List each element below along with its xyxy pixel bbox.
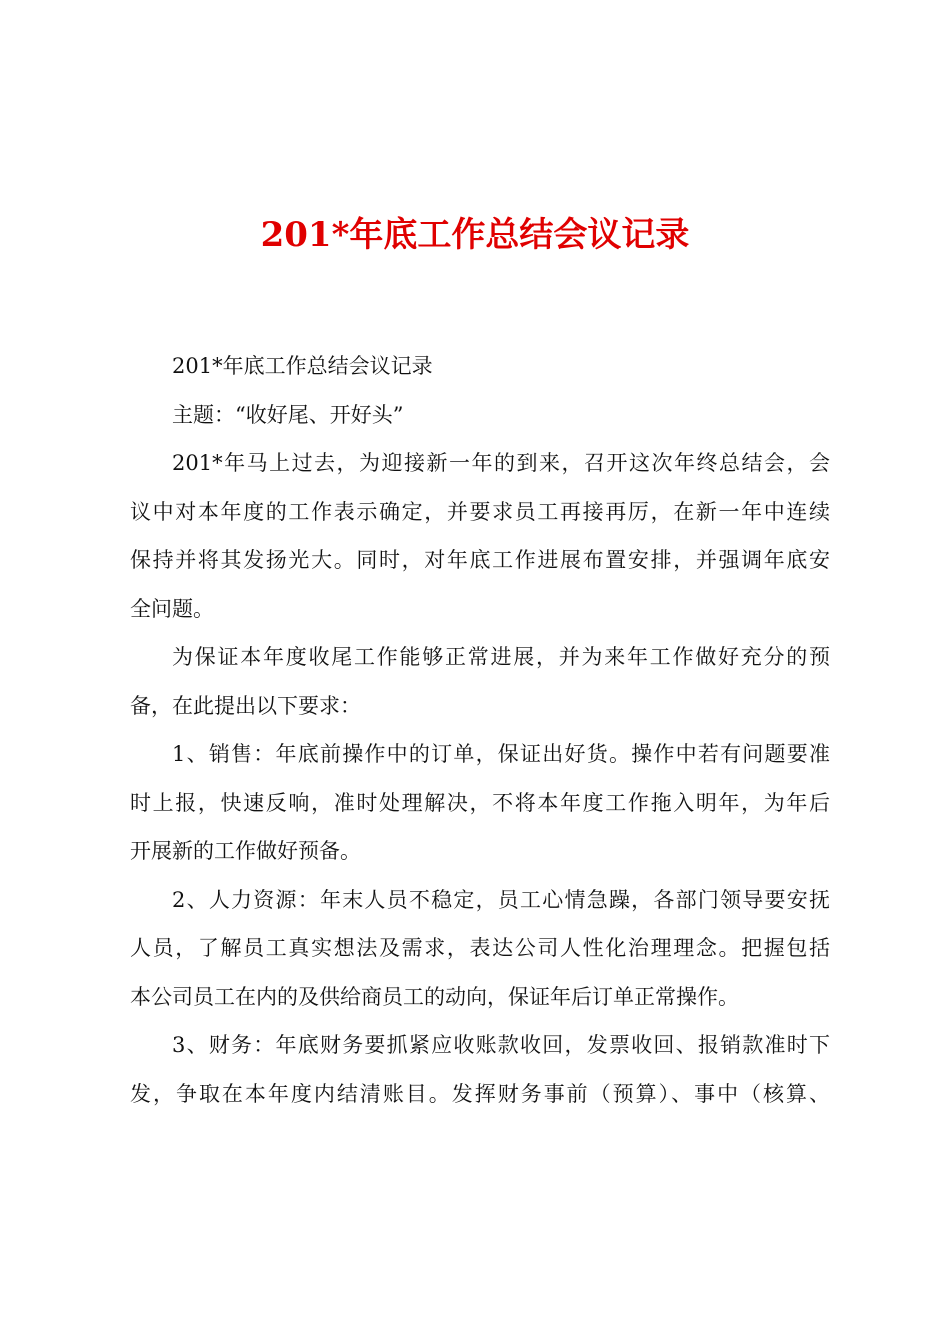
body-line: 时上报，快速反响，准时处理解决，不将本年度工作拖入明年，为年后 bbox=[130, 790, 830, 815]
body-line: 议中对本年度的工作表示确定，并要求员工再接再厉，在新一年中连续 bbox=[130, 499, 830, 524]
body-line: 全问题。 bbox=[130, 596, 214, 621]
body-line: 开展新的工作做好预备。 bbox=[130, 839, 361, 863]
body-line: 主题：“收好尾、开好头” bbox=[172, 402, 404, 427]
body-line: 备，在此提出以下要求： bbox=[130, 693, 361, 718]
body-line: 2、人力资源：年末人员不稳定，员工心情急躁，各部门领导要安抚 bbox=[172, 887, 830, 912]
body-line: 本公司员工在内的及供给商员工的动向，保证年后订单正常操作。 bbox=[130, 984, 739, 1009]
body-line: 3、财务：年底财务要抓紧应收账款收回，发票收回、报销款准时下 bbox=[172, 1033, 830, 1057]
body-line: 1、销售：年底前操作中的订单，保证出好货。操作中若有问题要准 bbox=[172, 742, 830, 766]
document-body bbox=[130, 342, 830, 1118]
body-line: 保持并将其发扬光大。同时，对年底工作进展布置安排，并强调年底安 bbox=[130, 548, 830, 572]
body-line: 发，争取在本年度内结清账目。发挥财务事前（预算）、事中（核算、 bbox=[130, 1081, 830, 1106]
body-line: 人员，了解员工真实想法及需求，表达公司人性化治理理念。把握包括 bbox=[130, 936, 830, 960]
body-line: 201*年马上过去，为迎接新一年的到来，召开这次年终总结会，会 bbox=[172, 451, 830, 475]
document-title: 201*年底工作总结会议记录 bbox=[260, 215, 690, 255]
body-line: 201*年底工作总结会议记录 bbox=[172, 354, 433, 378]
body-line: 为保证本年度收尾工作能够正常进展，并为来年工作做好充分的预 bbox=[172, 645, 830, 669]
